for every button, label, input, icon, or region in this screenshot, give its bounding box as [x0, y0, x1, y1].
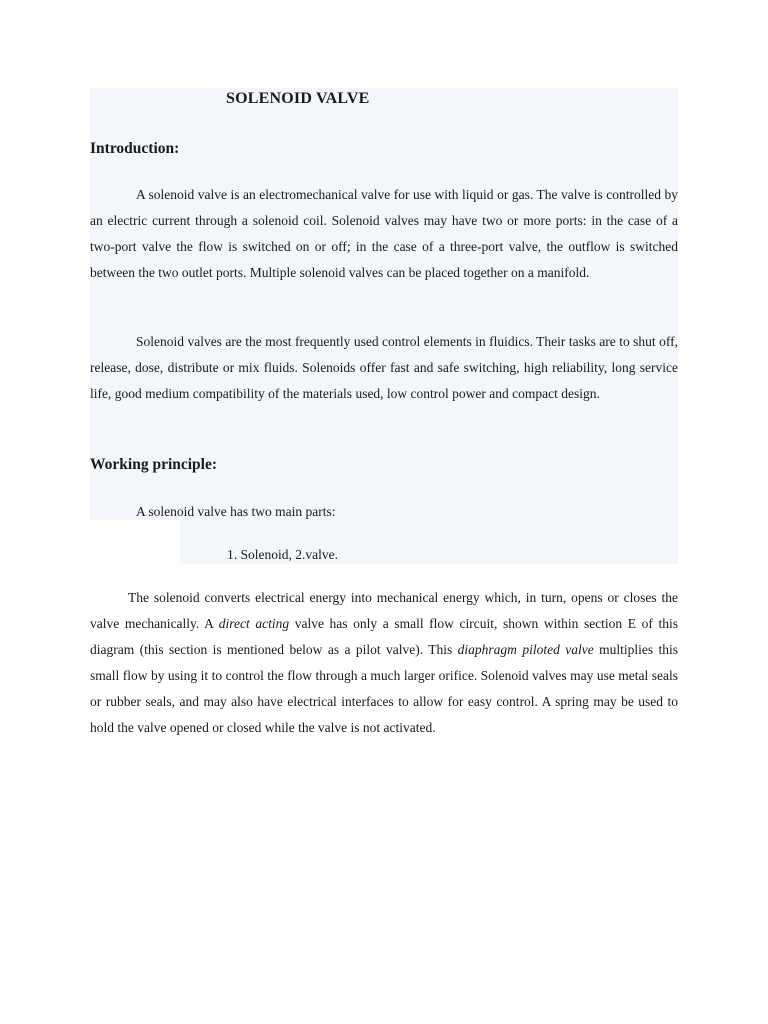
parts-intro-text: A solenoid valve has two main parts: [136, 504, 336, 519]
paragraph-text: The solenoid converts electrical energy into mechanical energy which, in turn, opens or closes the valve mechanically. A [90, 590, 678, 631]
parts-list: 1. Solenoid, 2.valve. [227, 547, 338, 562]
introduction-paragraph-1: A solenoid valve is an electromechanical valve for use with liquid or gas. The valve is controlled by an electric current through a solenoid coil. Solenoid valves may have two or more ports: in the case of a two-port valve the flow is switched on or off; in the case of a three-port valve, the outflow is switched between the two outlet ports. Multiple solenoid valves can be placed together on a manifold. [90, 187, 678, 280]
paragraph-text: multiplies this small flow by using it to control the flow through a much larger orifice. Solenoid valves may use metal seals or rubber seals, and may also have electrical interfaces to allow for easy control. A spring may be used to hold the valve opened or closed while the valve is not activated. [90, 642, 678, 735]
italic-term-diaphragm-piloted-valve: diaphragm piloted valve [457, 642, 594, 657]
document-title: SOLENOID VALVE [226, 90, 370, 107]
working-principle-heading: Working principle: [90, 456, 218, 473]
introduction-paragraph-2: Solenoid valves are the most frequently used control elements in fluidics. Their tasks are to shut off, release, dose, distribute or mix fluids. Solenoids offer fast and safe switching, high reliability, long service life, good medium compatibility of the materials used, low control power and compact design. [90, 334, 678, 401]
introduction-heading: Introduction: [90, 140, 180, 157]
working-principle-paragraph [90, 585, 678, 741]
paragraph-text: valve has only a small flow circuit, shown within section E of this diagram (this section is mentioned below as a pilot valve). This [90, 616, 678, 657]
italic-term-direct-acting: direct acting [218, 616, 290, 631]
